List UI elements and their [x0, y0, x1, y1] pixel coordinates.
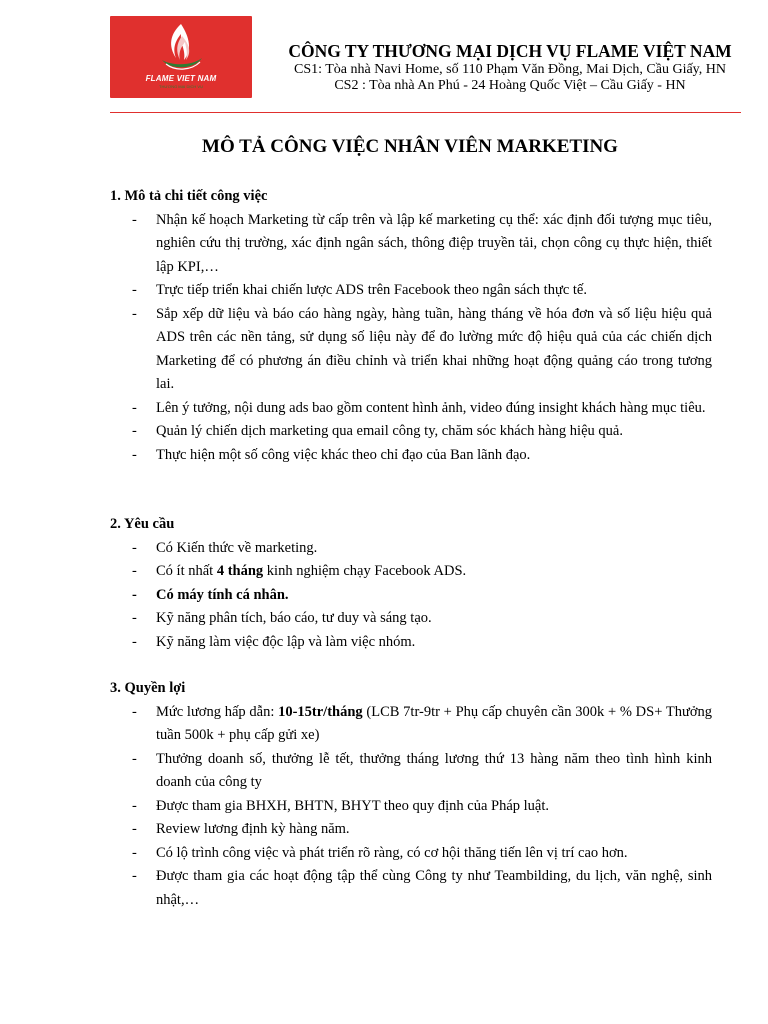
logo-subtext: THƯƠNG MẠI DỊCH VỤ	[159, 84, 203, 89]
list-item	[110, 631, 712, 655]
bullet-dash: -	[132, 703, 137, 720]
list-item	[110, 701, 712, 748]
header-divider	[110, 112, 741, 113]
list-item	[110, 748, 712, 795]
bullet-dash: -	[132, 868, 137, 884]
list-item	[110, 607, 712, 631]
bullet-dash: -	[132, 399, 137, 416]
bullet-dash: -	[132, 586, 137, 603]
item-text: Được tham gia BHXH, BHTN, BHYT theo quy định của Pháp luật.	[156, 797, 550, 814]
section-heading: 1. Mô tả chi tiết công việc	[110, 188, 268, 204]
item-text: Có Kiến thức về marketing.	[156, 539, 318, 556]
item-text: Trực tiếp triển khai chiến lược ADS trên Facebook theo ngân sách thực tế.	[156, 282, 587, 298]
bullet-dash: -	[132, 305, 137, 322]
item-text: Thưởng doanh số, thưởng lễ tết, thưởng tháng lương thứ 13 hàng năm theo tình hình kinh doanh của công ty	[156, 750, 712, 790]
section-heading: 2. Yêu cầu	[110, 516, 175, 532]
item-text: Có lộ trình công việc và phát triển rõ ràng, có cơ hội thăng tiến lên vị trí cao hơn.	[156, 844, 628, 861]
list-item	[110, 444, 712, 468]
item-text: Mức lương hấp dẫn:	[156, 703, 279, 720]
item-text: (LCB 7tr-9tr + Phụ cấp chuyên cần 300k + % DS+ Thưởng tuần 500k + phụ cấp gửi xe)	[156, 703, 712, 743]
section-heading: 3. Quyền lợi	[110, 680, 186, 696]
list-item	[110, 537, 712, 561]
item-text: Được tham gia các hoạt động tập thể cùng Công ty như Teambilding, du lịch, văn nghệ, sinh nhật,…	[156, 868, 712, 908]
company-logo	[110, 16, 252, 98]
list-item	[110, 420, 712, 444]
item-text: Kỹ năng làm việc độc lập và làm việc nhóm.	[156, 633, 416, 650]
item-bold-text: Có máy tính cá nhân.	[156, 586, 289, 603]
bullet-dash: -	[132, 610, 137, 626]
bullet-dash: -	[132, 539, 137, 556]
item-text: Nhận kế hoạch Marketing từ cấp trên và lập kế marketing cụ thể: xác định đối tượng mục tiêu, nghiên cứu thị trường, xác định ngân sách, thông điệp truyền tải, chọn công cụ thực hiện, thiết lập KPI,…	[156, 211, 712, 275]
bullet-dash: -	[132, 423, 137, 439]
list-item	[110, 560, 712, 584]
company-name: CÔNG TY THƯƠNG MẠI DỊCH VỤ FLAME VIỆT NAM	[288, 41, 732, 61]
list-item	[110, 279, 712, 303]
item-bold-text: 4 tháng	[216, 563, 264, 579]
list-item	[110, 397, 712, 421]
bullet-list	[110, 537, 712, 655]
bullet-dash: -	[132, 282, 137, 298]
list-item	[110, 303, 712, 397]
section-requirements	[110, 513, 712, 654]
bullet-list	[110, 701, 712, 913]
item-text: Kỹ năng phân tích, báo cáo, tư duy và sáng tạo.	[156, 610, 432, 626]
bullet-dash: -	[132, 797, 137, 814]
item-text: kinh nghiệm chạy Facebook ADS.	[263, 563, 467, 579]
list-item	[110, 818, 712, 842]
bullet-dash: -	[132, 633, 137, 650]
item-text: Quản lý chiến dịch marketing qua email công ty, chăm sóc khách hàng hiệu quả.	[156, 423, 623, 439]
logo-text: FLAME VIET NAM	[145, 74, 217, 83]
bullet-dash: -	[132, 750, 137, 767]
list-item	[110, 209, 712, 280]
item-text: Có ít nhất	[156, 563, 217, 579]
company-address-2: CS2 : Tòa nhà An Phú - 24 Hoàng Quốc Việt – Cầu Giấy - HN	[334, 78, 686, 93]
section-benefits	[110, 677, 712, 912]
item-text: Lên ý tưởng, nội dung ads bao gồm content hình ảnh, video đúng insight khách hàng mục tiêu.	[156, 399, 706, 416]
list-item	[110, 865, 712, 912]
list-item	[110, 842, 712, 866]
section-job-description	[110, 185, 712, 467]
bullet-dash: -	[132, 844, 137, 861]
bullet-dash: -	[132, 211, 137, 228]
bullet-dash: -	[132, 563, 137, 579]
bullet-list	[110, 209, 712, 468]
company-address-1: CS1: Tòa nhà Navi Home, số 110 Phạm Văn Đồng, Mai Dịch, Cầu Giấy, HN	[293, 62, 726, 77]
item-text: Thực hiện một số công việc khác theo chỉ đạo của Ban lãnh đạo.	[156, 446, 531, 463]
item-bold-text: 10-15tr/tháng	[278, 703, 363, 720]
bullet-dash: -	[132, 446, 137, 463]
list-item	[110, 795, 712, 819]
document-title: MÔ TẢ CÔNG VIỆC NHÂN VIÊN MARKETING	[202, 136, 618, 157]
item-text: Sắp xếp dữ liệu và báo cáo hàng ngày, hàng tuần, hàng tháng về hóa đơn và số liệu hiệu quả ADS trên các nền tảng, sử dụng số liệu này để đo lường mức độ hiệu quả của các chiến dịch Marketing để có phương án điều chỉnh và triển khai những hoạt động quảng cáo trong tương lai.	[156, 305, 712, 392]
item-text: Review lương định kỳ hàng năm.	[156, 821, 350, 837]
list-item	[110, 584, 712, 608]
bullet-dash: -	[132, 821, 137, 837]
company-header	[262, 41, 758, 94]
